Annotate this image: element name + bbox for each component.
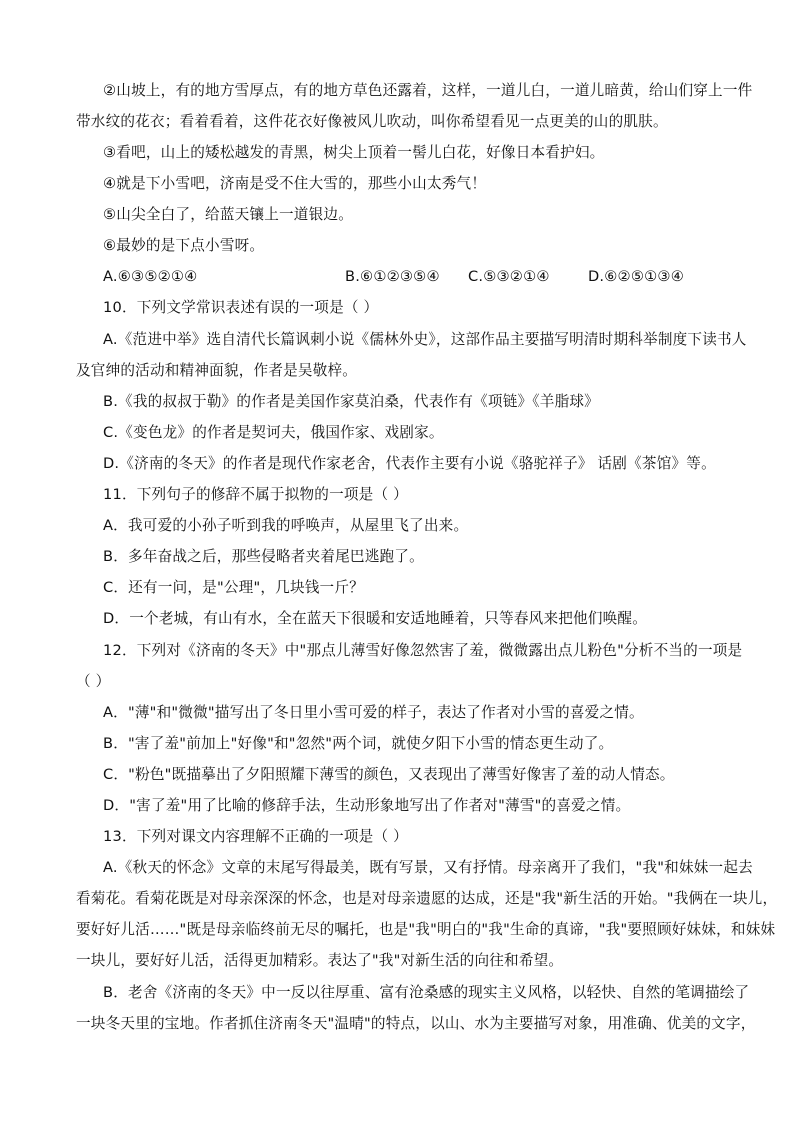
q9-option-a: A.⑥③⑤②①④ [103,268,198,285]
question-12-cont: （ ） [76,673,111,690]
passage-sentence-2-cont: 带水纹的花衣；看着看着，这件花衣好像被风儿吹动，叫你希望看见一点更美的山的肌肤。 [76,113,668,130]
passage-sentence-6: ⑥最妙的是下点小雪呀。 [103,237,265,254]
q9-option-c: C.⑤③②①④ [468,268,550,285]
passage-sentence-4: ④就是下小雪吧，济南是受不住大雪的，那些小山太秀气！ [103,175,487,192]
q10-option-d: D.《济南的冬天》的作者是现代作家老舍，代表作主要有小说《骆驼祥子》 话剧《茶馆》等。 [103,455,716,472]
q13-option-a-cont: 看菊花。看菊花既是对母亲深深的怀念，也是对母亲遗愿的达成，还是"我"新生活的开始。"我俩在一块儿， [76,890,778,907]
q12-option-d: D．"害了羞"用了比喻的修辞手法，生动形象地写出了作者对"薄雪"的喜爱之情。 [103,797,631,814]
q11-option-b: B．多年奋战之后，那些侵略者夹着尾巴逃跑了。 [103,548,424,565]
q10-option-c: C.《变色龙》的作者是契诃夫，俄国作家、戏剧家。 [103,424,444,441]
q11-option-c: C．还有一问，是"公理"，几块钱一斤？ [103,579,364,596]
q9-option-b: B.⑥①②③⑤④ [345,268,440,285]
q11-option-d: D．一个老城，有山有水，全在蓝天下很暖和安适地睡着，只等春风来把他们唤醒。 [103,610,648,627]
passage-sentence-5: ⑤山尖全白了，给蓝天镶上一道银边。 [103,206,353,223]
q13-option-b: B．老舍《济南的冬天》中一反以往厚重、富有沧桑感的现实主义风格，以轻快、自然的笔调描绘了 [103,984,750,1001]
q13-option-b-cont: 一块冬天里的宝地。作者抓住济南冬天"温晴"的特点，以山、水为主要描写对象，用准确、优美的文字， [76,1015,756,1032]
q12-option-a: A．"薄"和"微微"描写出了冬日里小雪可爱的样子，表达了作者对小雪的喜爱之情。 [103,704,644,721]
q13-option-a: A.《秋天的怀念》文章的末尾写得最美，既有写景，又有抒情。母亲离开了我们，"我"和妹妹一起去 [103,859,753,876]
q11-option-a: A．我可爱的小孙子听到我的呼唤声，从屋里飞了出来。 [103,517,469,534]
passage-sentence-3: ③看吧，山上的矮松越发的青黑，树尖上顶着一髻儿白花，好像日本看护妇。 [103,144,605,161]
q13-option-a-cont: 一块儿，要好好儿活，活得更加精彩。表达了"我"对新生活的向往和希望。 [76,952,564,969]
q10-option-a: A.《范进中举》选自清代长篇讽刺小说《儒林外史》，这部作品主要描写明清时期科举制度下读书人 [103,331,747,348]
question-10: 10．下列文学常识表述有误的一项是（ ） [103,299,379,316]
question-13: 13．下列对课文内容理解不正确的一项是（ ） [103,828,408,845]
q9-option-d: D.⑥②⑤①③④ [588,268,684,285]
q12-option-c: C．"粉色"既描摹出了夕阳照耀下薄雪的颜色，又表现出了薄雪好像害了羞的动人情态。 [103,766,675,783]
q13-option-a-cont: 要好好儿活……"既是母亲临终前无尽的嘱托，也是"我"明白的"我"生命的真谛，"我"要照顾好妹妹，和妹妹 [76,921,776,938]
question-11: 11．下列句子的修辞不属于拟物的一项是（ ） [103,486,408,503]
passage-sentence-2: ②山坡上，有的地方雪厚点，有的地方草色还露着，这样，一道儿白，一道儿暗黄，给山们穿上一件 [103,82,753,99]
q12-option-b: B．"害了羞"前加上"好像"和"忽然"两个词，就使夕阳下小雪的情态更生动了。 [103,735,614,752]
q10-option-a-cont: 及官绅的活动和精神面貌，作者是吴敬梓。 [76,362,358,379]
question-12: 12．下列对《济南的冬天》中"那点儿薄雪好像忽然害了羞，微微露出点儿粉色"分析不当的一项是 [103,642,743,659]
q10-option-b: B.《我的叔叔于勒》的作者是美国作家莫泊桑，代表作有《项链》《羊脂球》 [103,393,599,410]
